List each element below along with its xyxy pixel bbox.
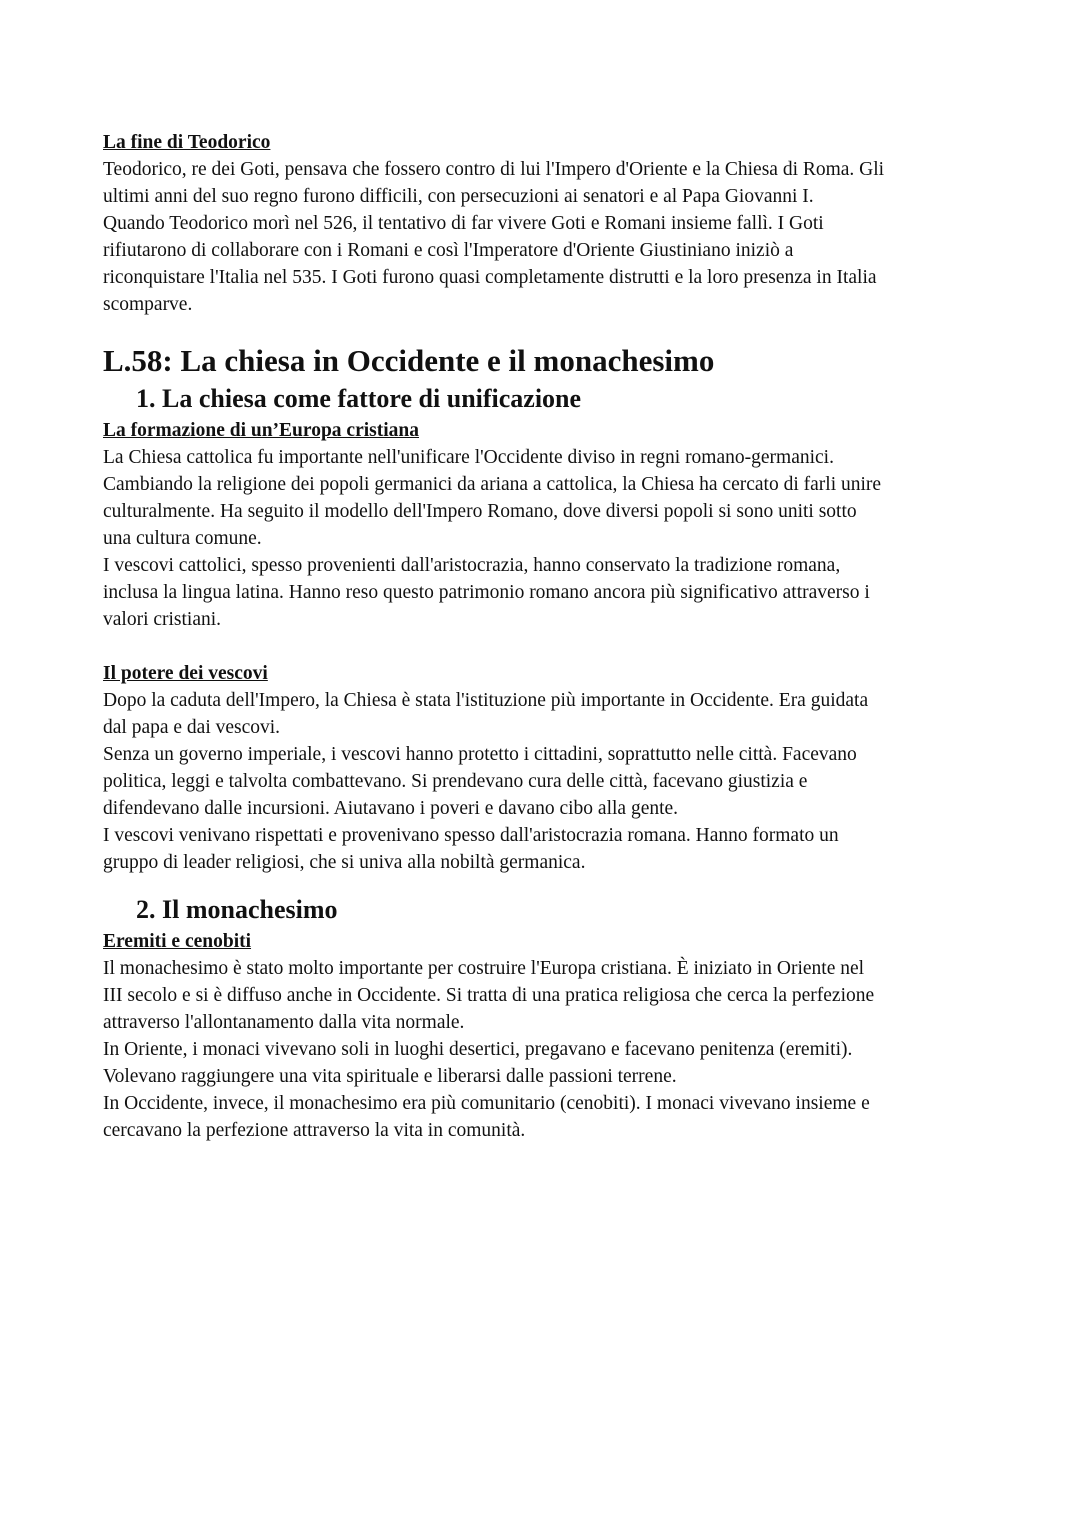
text-line: Teodorico, re dei Goti, pensava che fossero contro di lui l'Impero d'Oriente e la Chiesa di Roma. Gli <box>103 159 885 180</box>
text-line: riconquistare l'Italia nel 535. I Goti furono quasi completamente distrutti e la loro presenza in Italia <box>103 267 877 288</box>
text-line: scomparve. <box>103 294 193 315</box>
section-heading: Il potere dei vescovi <box>103 663 268 684</box>
text-line: III secolo e si è diffuso anche in Occidente. Si tratta di una pratica religiosa che cerca la perfezione <box>103 985 875 1006</box>
text-line: culturalmente. Ha seguito il modello dell'Impero Romano, dove diversi popoli si sono uniti sotto <box>103 501 857 522</box>
paragraph <box>103 955 983 1144</box>
text-line: attraverso l'allontanamento dalla vita normale. <box>103 1012 465 1033</box>
text-line: Cambiando la religione dei popoli germanici da ariana a cattolica, la Chiesa ha cercato di farli unire <box>103 474 882 495</box>
paragraph <box>103 687 983 876</box>
spacer <box>103 633 983 660</box>
text-line: una cultura comune. <box>103 528 262 549</box>
section-eremiti-cenobiti <box>103 928 983 1144</box>
chapter-title: 2. Il monachesimo <box>136 895 338 924</box>
section-teodorico <box>103 129 983 318</box>
section-heading: La fine di Teodorico <box>103 132 271 153</box>
text-line: politica, leggi e talvolta combattevano. Si prendevano cura delle città, facevano giustizia e <box>103 771 808 792</box>
text-line: difendevano dalle incursioni. Aiutavano i poveri e davano cibo alla gente. <box>103 798 679 819</box>
section-heading: La formazione di un’Europa cristiana <box>103 420 419 441</box>
text-line: Volevano raggiungere una vita spirituale e liberarsi dalle passioni terrene. <box>103 1066 677 1087</box>
text-line: ultimi anni del suo regno furono difficili, con persecuzioni ai senatori e al Papa Giovanni I. <box>103 186 814 207</box>
text-line: rifiutarono di collaborare con i Romani e così l'Imperatore d'Oriente Giustiniano iniziò a <box>103 240 794 261</box>
chapter-title: 1. La chiesa come fattore di unificazione <box>136 384 582 413</box>
document-page <box>103 129 983 1144</box>
text-line: I vescovi venivano rispettati e provenivano spesso dall'aristocrazia romana. Hanno formato un <box>103 825 839 846</box>
lesson-title: L.58: La chiesa in Occidente e il monachesimo <box>103 343 715 378</box>
text-line: Il monachesimo è stato molto importante per costruire l'Europa cristiana. È iniziato in Oriente nel <box>103 958 865 979</box>
section-heading: Eremiti e cenobiti <box>103 931 252 952</box>
text-line: Senza un governo imperiale, i vescovi hanno protetto i cittadini, soprattutto nelle città. Facevano <box>103 744 857 765</box>
spacer <box>103 876 983 892</box>
text-line: valori cristiani. <box>103 609 222 630</box>
text-line: In Occidente, invece, il monachesimo era più comunitario (cenobiti). I monaci vivevano insieme e <box>103 1093 870 1114</box>
text-line: La Chiesa cattolica fu importante nell'unificare l'Occidente diviso in regni romano-germanici. <box>103 447 834 468</box>
text-line: Dopo la caduta dell'Impero, la Chiesa è stata l'istituzione più importante in Occidente. Era guidata <box>103 690 869 711</box>
text-line: Quando Teodorico morì nel 526, il tentativo di far vivere Goti e Romani insieme fallì. I Goti <box>103 213 824 234</box>
section-europa-cristiana <box>103 417 983 633</box>
text-line: dal papa e dai vescovi. <box>103 717 281 738</box>
text-line: gruppo di leader religiosi, che si univa alla nobiltà germanica. <box>103 852 586 873</box>
text-line: I vescovi cattolici, spesso provenienti dall'aristocrazia, hanno conservato la tradizione romana, <box>103 555 841 576</box>
text-line: cercavano la perfezione attraverso la vita in comunità. <box>103 1120 526 1141</box>
paragraph <box>103 444 983 633</box>
paragraph <box>103 156 983 318</box>
text-line: inclusa la lingua latina. Hanno reso questo patrimonio romano ancora più significativo attraverso i <box>103 582 870 603</box>
section-potere-vescovi <box>103 660 983 876</box>
text-line: In Oriente, i monaci vivevano soli in luoghi desertici, pregavano e facevano penitenza (eremiti). <box>103 1039 853 1060</box>
